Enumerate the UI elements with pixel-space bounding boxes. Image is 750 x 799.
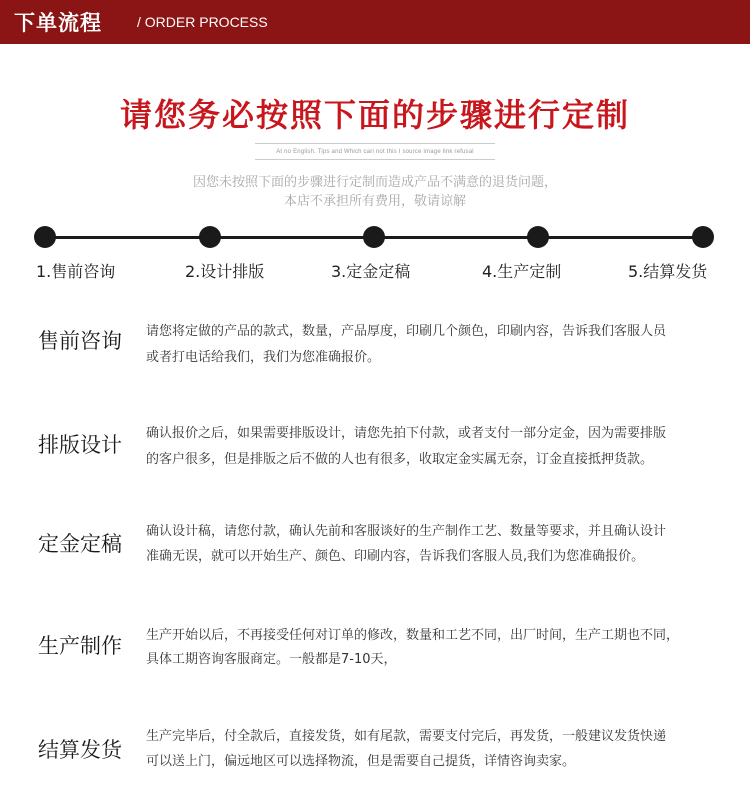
header-subtitle: / ORDER PROCESS [137,14,268,30]
section-heading-layout: 排版设计 [38,433,122,457]
faint-caption: At no English. Tips and Which cari not this I source image link refusal [276,149,474,155]
title-rule-top [255,143,495,144]
section-heading-deposit: 定金定稿 [38,532,122,556]
notice-line-1: 因您未按照下面的步骤进行定制而造成产品不满意的退货问题， [192,175,557,190]
section-deposit-line-1: 确认设计稿，请您付款，确认先前和客服谈好的生产制作工艺、数量等要求，并且确认设计 [146,524,667,539]
section-production-line-2: 具体工期咨询客服商定。一般都是7-10天， [146,652,397,667]
main-title: 请您务必按照下面的步骤进行定制 [119,96,630,134]
section-settlement-line-1: 生产完毕后，付全款后，直接发货，如有尾款，需要支付完后，再发货，一般建议发货快递 [146,729,667,744]
section-heading-production: 生产制作 [38,634,122,658]
timeline-dot-5 [692,226,714,248]
section-settlement-line-2: 可以送上门，偏远地区可以选择物流，但是需要自己提货，详情咨询卖家。 [146,754,576,769]
notice-line-2: 本店不承担所有费用，敬请谅解 [283,194,466,209]
step-label-2: 2.设计排版 [185,262,265,281]
timeline-dot-3 [363,226,385,248]
section-deposit-line-2: 准确无误，就可以开始生产、颜色、印刷内容，告诉我们客服人员,我们为您准确报价。 [146,549,645,564]
section-presale-line-1: 请您将定做的产品的款式，数量，产品厚度，印刷几个颜色，印刷内容，告诉我们客服人员 [146,324,667,339]
title-rule-bottom [255,159,495,160]
section-layout-line-1: 确认报价之后，如果需要排版设计，请您先拍下付款，或者支付一部分定金，因为需要排版 [146,426,667,441]
header-bar [0,0,750,44]
section-heading-settlement: 结算发货 [38,738,122,762]
section-production-line-1: 生产开始以后，不再接受任何对订单的修改，数量和工艺不同，出厂时间，生产工期也不同， [146,628,680,643]
section-heading-presale: 售前咨询 [38,329,122,353]
step-label-5: 5.结算发货 [628,262,708,281]
section-layout-line-2: 的客户很多，但是排版之后不做的人也有很多，收取定金实属无奈，订金直接抵押货款。 [146,452,654,467]
timeline-dot-1 [34,226,56,248]
step-label-1: 1.售前咨询 [36,262,116,281]
step-label-4: 4.生产定制 [482,262,562,281]
section-presale-line-2: 或者打电话给我们，我们为您准确报价。 [146,350,381,365]
header-title: 下单流程 [14,11,102,35]
timeline-dot-2 [199,226,221,248]
step-label-3: 3.定金定稿 [331,262,411,281]
timeline-dot-4 [527,226,549,248]
